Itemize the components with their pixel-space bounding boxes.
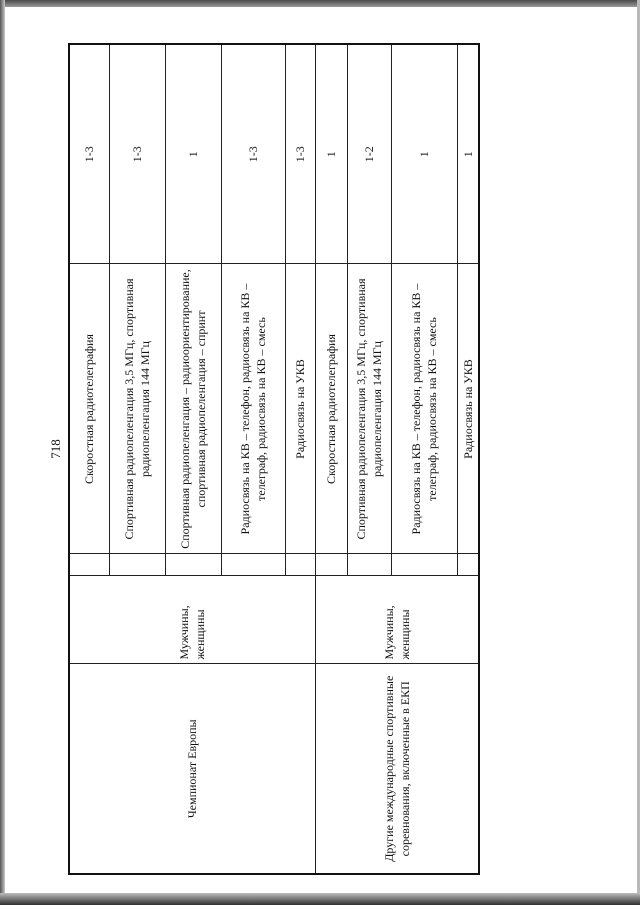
age-cell: 1 xyxy=(457,44,479,264)
scan-edge-left xyxy=(0,0,5,905)
age-cell: 1-3 xyxy=(285,44,315,264)
blank-cell xyxy=(221,554,285,576)
gender-cell: Мужчины, женщины xyxy=(315,576,479,664)
age-cell: 1 xyxy=(315,44,347,264)
discipline-cell: Спортивная радиопеленгация – радиоориентирование, спортивная радиопеленгация – спринт xyxy=(165,264,221,554)
discipline-cell: Радиосвязь на УКВ xyxy=(285,264,315,554)
blank-cell xyxy=(391,554,457,576)
gender-cell: Мужчины, женщины xyxy=(69,576,315,664)
scan-edge-top xyxy=(0,0,640,7)
competition-table xyxy=(68,43,480,875)
blank-cell xyxy=(315,554,347,576)
discipline-cell: Скоростная радиотелеграфия xyxy=(315,264,347,554)
page-number: 718 xyxy=(48,439,63,459)
age-cell: 1 xyxy=(391,44,457,264)
blank-cell xyxy=(69,554,109,576)
discipline-cell: Радиосвязь на УКВ xyxy=(457,264,479,554)
discipline-cell: Спортивная радиопеленгация 3,5 МГц, спортивная радиопеленгация 144 МГц xyxy=(109,264,165,554)
blank-cell xyxy=(165,554,221,576)
age-cell: 1-3 xyxy=(221,44,285,264)
competition-cell: Другие международные спортивные соревнования, включенные в ЕКП xyxy=(315,664,479,874)
discipline-cell: Спортивная радиопеленгация 3,5 МГц, спортивная радиопеленгация 144 МГц xyxy=(347,264,391,554)
discipline-cell: Радиосвязь на КВ – телефон, радиосвязь на КВ – телеграф, радиосвязь на КВ – смесь xyxy=(221,264,285,554)
discipline-cell: Скоростная радиотелеграфия xyxy=(69,264,109,554)
blank-cell xyxy=(457,554,479,576)
blank-cell xyxy=(285,554,315,576)
age-cell: 1-3 xyxy=(109,44,165,264)
age-cell: 1 xyxy=(165,44,221,264)
rotated-page xyxy=(48,45,475,875)
blank-cell xyxy=(109,554,165,576)
age-cell: 1-2 xyxy=(347,44,391,264)
age-cell: 1-3 xyxy=(69,44,109,264)
competition-cell: Чемпионат Европы xyxy=(69,664,315,874)
table-row xyxy=(315,44,347,874)
discipline-cell: Радиосвязь на КВ – телефон, радиосвязь на КВ – телеграф, радиосвязь на КВ – смесь xyxy=(391,264,457,554)
scan-edge-bottom xyxy=(0,893,640,905)
table-row xyxy=(69,44,109,874)
blank-cell xyxy=(347,554,391,576)
